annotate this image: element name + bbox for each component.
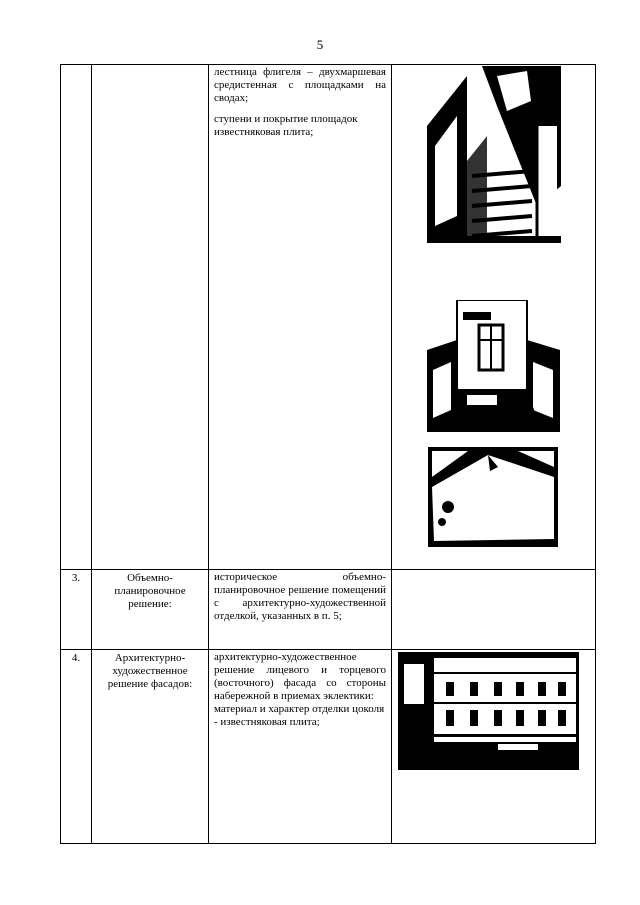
row-description [209, 570, 392, 650]
row-description [209, 650, 392, 844]
row-number [61, 65, 92, 570]
row-description [209, 65, 392, 570]
description-paragraph: архитектурно-художественное решение лицевого и торцевого (восточного) фасада со стороны набережной в приемах эклектики: [214, 651, 386, 702]
photo-cell [392, 570, 596, 650]
row-label: Архитектурно-художественное решение фасадов: [92, 650, 209, 844]
row-label: Объемно-планировочное решение: [92, 570, 209, 650]
vault-photo [428, 447, 558, 547]
page-number: 5 [316, 37, 324, 52]
row-label [92, 65, 209, 570]
description-paragraph: материал и характер отделки цоколя - известняковая плита; [214, 703, 385, 728]
row-number: 3. [61, 570, 92, 650]
doorway-photo [427, 300, 560, 432]
staircase-photo [427, 66, 561, 243]
description-paragraph: историческое объемно-планировочное решение помещений с архитектурно-художественной отделкой, указанных в п. 5; [214, 571, 386, 622]
table-row [61, 570, 596, 650]
description-paragraph: ступени и покрытие площадок известняковая плита; [214, 113, 358, 138]
facade-photo [398, 652, 579, 770]
row-number: 4. [61, 650, 92, 844]
description-paragraph: лестница флигеля – двухмаршевая средистенная с площадками на сводах; [214, 66, 386, 104]
